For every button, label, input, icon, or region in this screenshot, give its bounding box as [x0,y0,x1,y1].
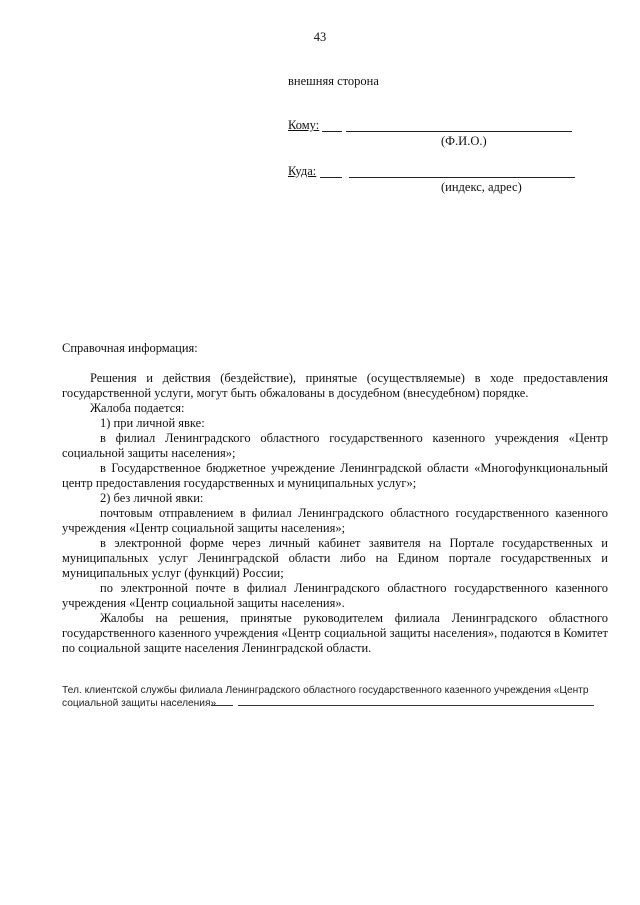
paragraph-in-person: 1) при личной явке: [100,416,205,430]
recipient-name-line [346,131,572,132]
paragraph-postal: почтовым отправлением в филиал Ленинградского областного государственного казенного учреждения «Центр социальной защиты населения»; [62,506,608,535]
paragraph-mfc: в Государственное бюджетное учреждение Ленинградской области «Многофункциональный центр предоставления государственных и муниципальных услуг»; [62,461,608,490]
destination-address-hint: (индекс, адрес) [441,180,522,194]
recipient-short-line [322,131,342,132]
paragraph-appeal-rights: Решения и действия (бездействие), принятые (осуществляемые) в ходе предоставления государственной услуги, могут быть обжалованы в досудебном (внесудебном) порядке. [62,371,608,400]
destination-label: Куда: [288,164,317,178]
paragraph-email: по электронной почте в филиал Ленинградского областного государственного казенного учреждения «Центр социальной защиты населения». [62,581,608,610]
paragraph-remote: 2) без личной явки: [100,491,204,505]
paragraph-electronic: в электронной форме через личный кабинет заявителя на Портале государственных и муниципальных услуг Ленинградской области либо на Едином портале государственных и муниципальных услуг (функций) России; [62,536,608,580]
destination-address-line [349,177,575,178]
reference-body [62,371,608,656]
phone-short-line [211,705,233,706]
reference-heading: Справочная информация: [62,341,198,355]
envelope-side-label: внешняя сторона [288,74,379,88]
paragraph-branch-in-person: в филиал Ленинградского областного государственного казенного учреждения «Центр социальной защиты населения»; [62,431,608,460]
paragraph-complaint-filed: Жалоба подается: [90,401,185,415]
destination-short-line [320,177,342,178]
phone-fill-line [238,705,594,706]
client-service-phone-note: Тел. клиентской службы филиала Ленинградского областного государственного казенного учреждения «Центр социальной защиты населения» [62,685,589,709]
page-number: 43 [313,30,327,44]
recipient-label: Кому: [288,118,320,132]
paragraph-committee: Жалобы на решения, принятые руководителем филиала Ленинградского областного государственного казенного учреждения «Центр социальной защиты населения», подаются в Комитет по социальной защите населения Ленинградской области. [62,611,608,655]
recipient-name-hint: (Ф.И.О.) [441,134,487,148]
